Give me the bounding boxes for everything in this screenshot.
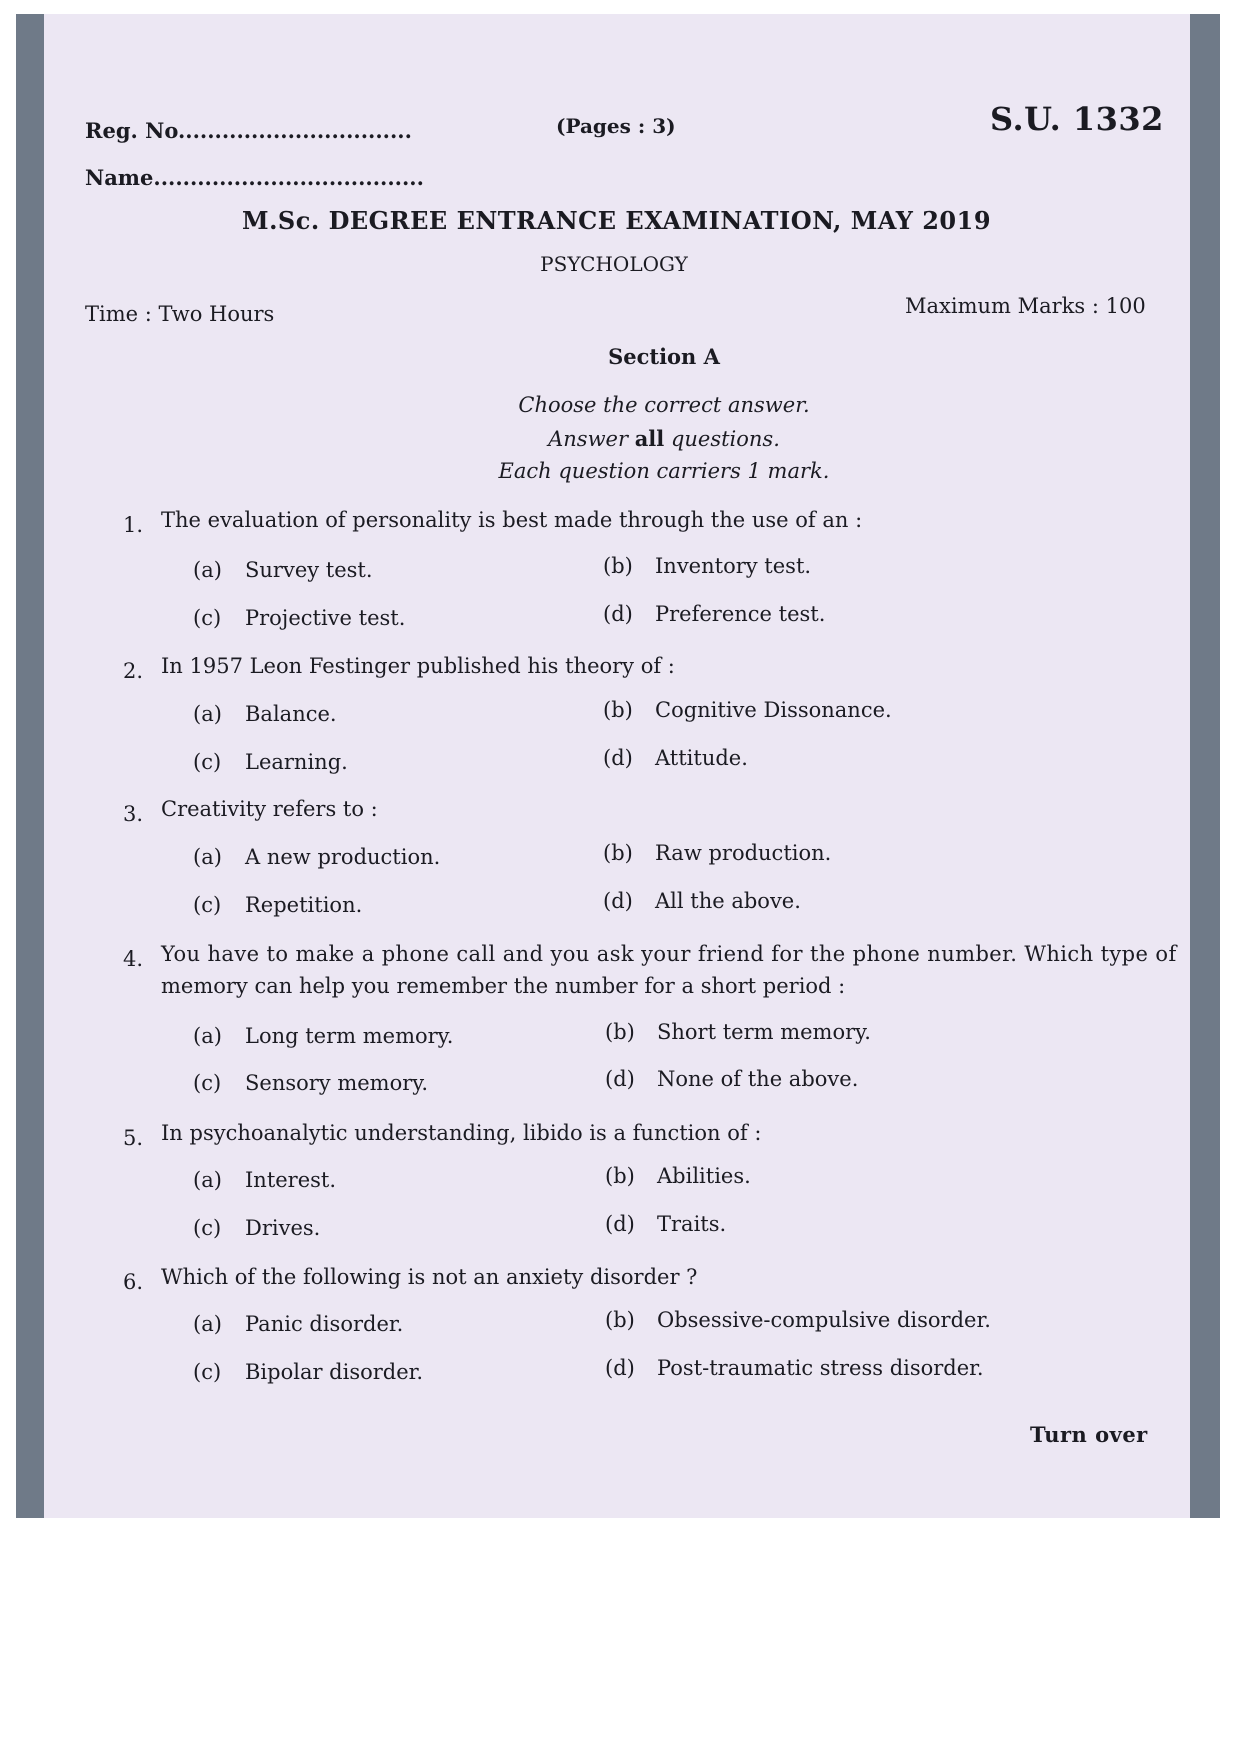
option-label: (b) xyxy=(605,1308,635,1332)
option-text: Preference test. xyxy=(655,602,826,626)
option-label: (a) xyxy=(193,845,222,869)
option-label: (b) xyxy=(603,554,633,578)
option-label: (a) xyxy=(193,1168,222,1192)
option-d xyxy=(603,889,801,913)
option-label: (c) xyxy=(193,1360,222,1384)
question-text: Creativity refers to : xyxy=(161,797,378,821)
option-text: Long term memory. xyxy=(245,1024,454,1048)
option-text: All the above. xyxy=(655,889,801,913)
option-text: Balance. xyxy=(245,702,337,726)
question-text-continued: memory can help you remember the number for a short period : xyxy=(161,974,846,998)
instruction-answer-all-bold: all xyxy=(634,426,665,451)
option-b xyxy=(603,554,811,578)
option-label: (d) xyxy=(605,1356,635,1380)
option-text: Interest. xyxy=(245,1168,337,1192)
option-a xyxy=(193,1024,453,1048)
instruction-answer-all xyxy=(0,426,1240,451)
option-d xyxy=(603,602,825,626)
option-label: (a) xyxy=(193,1312,222,1336)
question-text: Which of the following is not an anxiety disorder ? xyxy=(161,1265,698,1289)
option-a xyxy=(193,845,440,869)
question-number: 5. xyxy=(123,1126,144,1150)
instruction-marks: Each question carriers 1 mark. xyxy=(498,459,830,483)
option-label: (d) xyxy=(603,889,633,913)
option-b xyxy=(605,1308,991,1332)
option-a xyxy=(193,558,373,582)
option-c xyxy=(193,893,362,917)
option-label: (b) xyxy=(605,1164,635,1188)
name-field: Name..................................... xyxy=(85,165,424,190)
option-text: Raw production. xyxy=(655,841,832,865)
option-label: (c) xyxy=(193,1216,222,1240)
page-count: (Pages : 3) xyxy=(556,114,676,138)
turn-over-note: Turn over xyxy=(1030,1422,1148,1447)
question-text: In psychoanalytic understanding, libido is a function of : xyxy=(161,1121,762,1145)
question-text: In 1957 Leon Festinger published his theory of : xyxy=(161,654,675,678)
option-text: Traits. xyxy=(657,1212,727,1236)
option-label: (c) xyxy=(193,893,222,917)
option-text: Obsessive-compulsive disorder. xyxy=(657,1308,991,1332)
instruction-answer-all-post: questions. xyxy=(664,427,780,451)
option-d xyxy=(605,1356,984,1380)
option-label: (a) xyxy=(193,702,222,726)
subject-title: PSYCHOLOGY xyxy=(540,252,688,276)
exam-title: M.Sc. DEGREE ENTRANCE EXAMINATION, MAY 2019 xyxy=(242,206,992,235)
option-text: Panic disorder. xyxy=(245,1312,404,1336)
question-number: 4. xyxy=(123,947,144,971)
option-text: Short term memory. xyxy=(657,1020,871,1044)
option-c xyxy=(193,750,348,774)
option-text: Cognitive Dissonance. xyxy=(655,698,892,722)
option-d xyxy=(605,1212,726,1236)
time-allowed: Time : Two Hours xyxy=(85,302,275,326)
option-text: Bipolar disorder. xyxy=(245,1360,424,1384)
option-c xyxy=(193,1216,320,1240)
option-text: Projective test. xyxy=(245,606,406,630)
option-label: (d) xyxy=(605,1212,635,1236)
instruction-choose: Choose the correct answer. xyxy=(518,393,810,417)
option-label: (c) xyxy=(193,606,222,630)
option-label: (b) xyxy=(603,841,633,865)
maximum-marks: Maximum Marks : 100 xyxy=(905,294,1146,318)
question-number: 3. xyxy=(123,802,144,826)
option-d xyxy=(603,746,748,770)
option-b xyxy=(605,1020,871,1044)
option-text: A new production. xyxy=(245,845,441,869)
option-text: Attitude. xyxy=(655,746,748,770)
option-d xyxy=(605,1067,858,1091)
option-text: Sensory memory. xyxy=(245,1071,429,1095)
option-label: (d) xyxy=(603,602,633,626)
option-label: (c) xyxy=(193,1071,222,1095)
option-label: (d) xyxy=(605,1067,635,1091)
reg-no-field: Reg. No................................ xyxy=(85,118,412,143)
option-c xyxy=(193,1360,423,1384)
option-text: Abilities. xyxy=(657,1164,751,1188)
option-label: (b) xyxy=(603,698,633,722)
option-b xyxy=(603,698,892,722)
question-number: 1. xyxy=(123,513,144,537)
option-text: None of the above. xyxy=(657,1067,859,1091)
option-c xyxy=(193,606,405,630)
option-text: Learning. xyxy=(245,750,348,774)
option-a xyxy=(193,1312,403,1336)
option-label: (b) xyxy=(605,1020,635,1044)
option-a xyxy=(193,702,337,726)
option-a xyxy=(193,1168,336,1192)
option-label: (a) xyxy=(193,1024,222,1048)
option-text: Survey test. xyxy=(245,558,373,582)
option-b xyxy=(605,1164,751,1188)
option-label: (a) xyxy=(193,558,222,582)
section-title: Section A xyxy=(608,344,720,369)
question-text: The evaluation of personality is best made through the use of an : xyxy=(161,508,863,532)
instruction-answer-all-pre: Answer xyxy=(548,427,635,451)
option-text: Inventory test. xyxy=(655,554,812,578)
question-text: You have to make a phone call and you ask your friend for the phone number. Which type of xyxy=(161,942,1177,966)
option-c xyxy=(193,1071,428,1095)
option-text: Repetition. xyxy=(245,893,363,917)
question-number: 2. xyxy=(123,659,144,683)
paper-code: S.U. 1332 xyxy=(990,100,1164,138)
question-number: 6. xyxy=(123,1270,144,1294)
option-label: (c) xyxy=(193,750,222,774)
option-text: Post-traumatic stress disorder. xyxy=(657,1356,984,1380)
option-text: Drives. xyxy=(245,1216,321,1240)
option-label: (d) xyxy=(603,746,633,770)
option-b xyxy=(603,841,831,865)
